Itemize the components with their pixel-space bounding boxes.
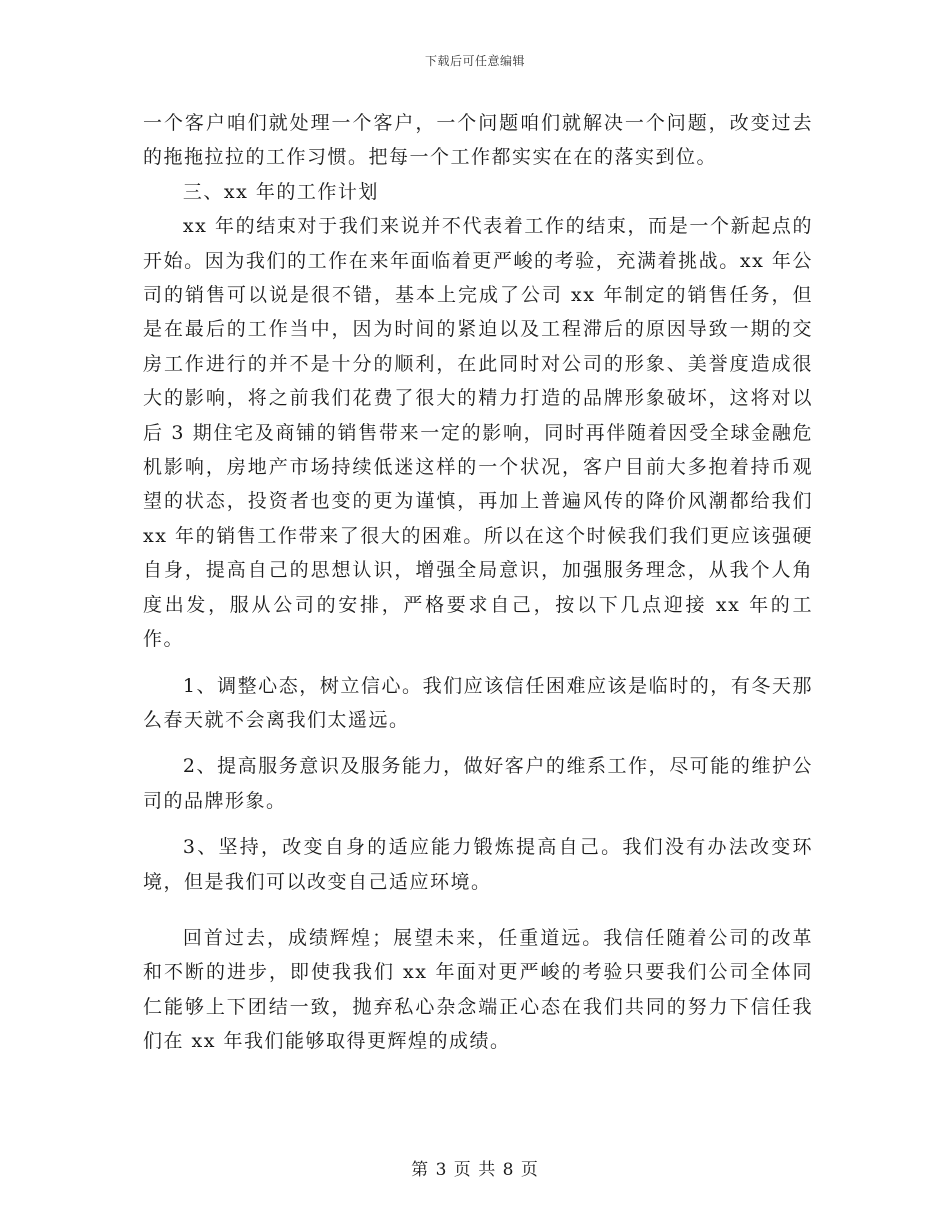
page-number: 第 3 页 共 8 页 <box>411 1160 539 1180</box>
list-item-3: 3、坚持，改变自身的适应能力锻炼提高自己。我们没有办法改变环境，但是我们可以改变自己适应环境。 <box>143 836 813 893</box>
page-header-note: 下载后可任意编辑 <box>424 54 525 68</box>
section-heading: 三、xx 年的工作计划 <box>182 180 379 203</box>
paragraph-work-plan: xx 年的结束对于我们来说并不代表着工作的结束，而是一个新起点的开始。因为我们的工作在来年面临着更严峻的考验，充满着挑战。xx 年公司的销售可以说是很不错，基本上完成了公司 xx 年制定的销售任务，但是在最后的工作当中，因为时间的紧迫以及工程滞后的原因导致一期的交房工作进行的并不是十分的顺利，在此同时对公司的形象、美誉度造成很大的影响，将之前我们花费了很大的精力打造的品牌形象破坏，这将对以后 3 期住宅及商铺的销售带来一定的影响，同时再伴随着因受全球金融危机影响，房地产市场持续低迷这样的一个状况，客户目前大多抱着持币观望的状态，投资者也变的更为谨慎，再加上普遍风传的降价风潮都给我们 xx 年的销售工作带来了很大的困难。所以在这个时候我们我们更应该强硬自身，提高自己的思想认识，增强全局意识，加强服务理念，从我个人角度出发，服从公司的安排，严格要求自己，按以下几点迎接 xx 年的工作。 <box>143 215 813 651</box>
list-item-2: 2、提高服务意识及服务能力，做好客户的维系工作，尽可能的维护公司的品牌形象。 <box>143 755 813 812</box>
paragraph-conclusion: 回首过去，成绩辉煌；展望未来，任重道远。我信任随着公司的改革和不断的进步，即使我我们 xx 年面对更严峻的考验只要我们公司全体同仁能够上下团结一致，抛弃私心杂念端正心态在我们共同的努力下信任我们在 xx 年我们能够取得更辉煌的成绩。 <box>143 926 813 1053</box>
list-item-1: 1、调整心态，树立信心。我们应该信任困难应该是临时的，有冬天那么春天就不会离我们太遥远。 <box>143 674 813 731</box>
document-body <box>143 106 813 1059</box>
paragraph-continuation: 一个客户咱们就处理一个客户，一个问题咱们就解决一个问题，改变过去的拖拖拉拉的工作习惯。把每一个工作都实实在在的落实到位。 <box>143 112 813 169</box>
